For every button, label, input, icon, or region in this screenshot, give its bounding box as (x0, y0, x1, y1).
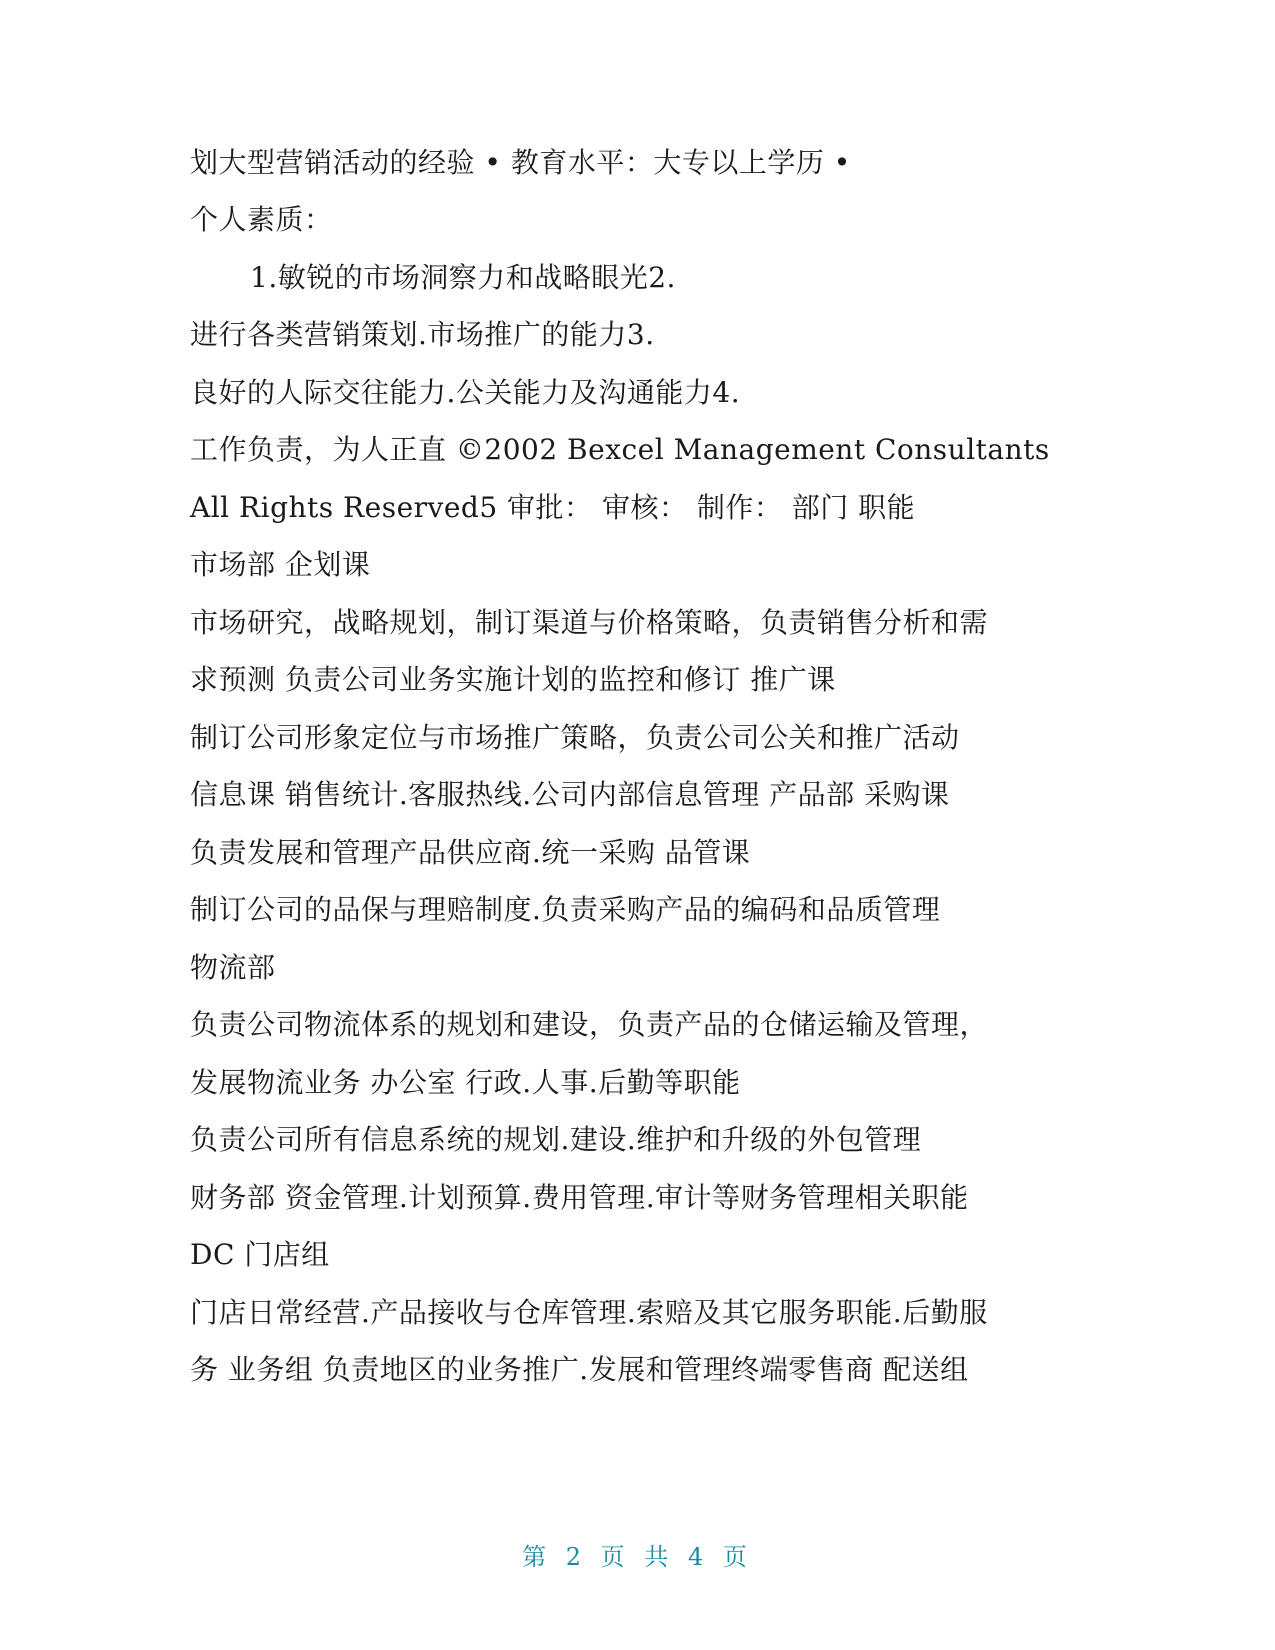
page-number-footer: 第 2 页 共 4 页 (522, 1543, 753, 1571)
text-line: 划大型营销活动的经验 • 教育水平：大专以上学历 • (190, 146, 851, 179)
text-line: 负责发展和管理产品供应商.统一采购 品管课 (190, 836, 751, 869)
text-line: 财务部 资金管理.计划预算.费用管理.审计等财务管理相关职能 (190, 1181, 969, 1214)
text-line: 制订公司的品保与理赔制度.负责采购产品的编码和品质管理 (190, 893, 941, 926)
text-line: 门店日常经营.产品接收与仓库管理.索赔及其它服务职能.后勤服 (190, 1296, 988, 1329)
text-line: 良好的人际交往能力.公关能力及沟通能力4. (190, 376, 741, 409)
text-line: 1.敏锐的市场洞察力和战略眼光2. (250, 261, 676, 294)
text-line: 个人素质： (190, 203, 333, 236)
text-line: 进行各类营销策划.市场推广的能力3. (190, 318, 655, 351)
text-line: 制订公司形象定位与市场推广策略，负责公司公关和推广活动 (190, 721, 960, 754)
text-line: 负责公司物流体系的规划和建设，负责产品的仓储运输及管理， (190, 1008, 989, 1041)
text-line: 物流部 (190, 951, 276, 984)
text-line: 工作负责，为人正直 ©2002 Bexcel Management Consultants (190, 433, 1050, 466)
text-line: 求预测 负责公司业务实施计划的监控和修订 推广课 (190, 663, 836, 696)
text-line: 负责公司所有信息系统的规划.建设.维护和升级的外包管理 (190, 1123, 922, 1156)
text-line: All Rights Reserved5 审批： 审核： 制作： 部门 职能 (190, 491, 916, 524)
text-line: 务 业务组 负责地区的业务推广.发展和管理终端零售商 配送组 (190, 1353, 969, 1386)
text-line: 发展物流业务 办公室 行政.人事.后勤等职能 (190, 1066, 741, 1099)
text-line: 市场部 企划课 (190, 548, 371, 581)
text-line: DC 门店组 (190, 1238, 330, 1271)
text-line: 市场研究，战略规划，制订渠道与价格策略，负责销售分析和需 (190, 606, 989, 639)
text-line: 信息课 销售统计.客服热线.公司内部信息管理 产品部 采购课 (190, 778, 950, 811)
